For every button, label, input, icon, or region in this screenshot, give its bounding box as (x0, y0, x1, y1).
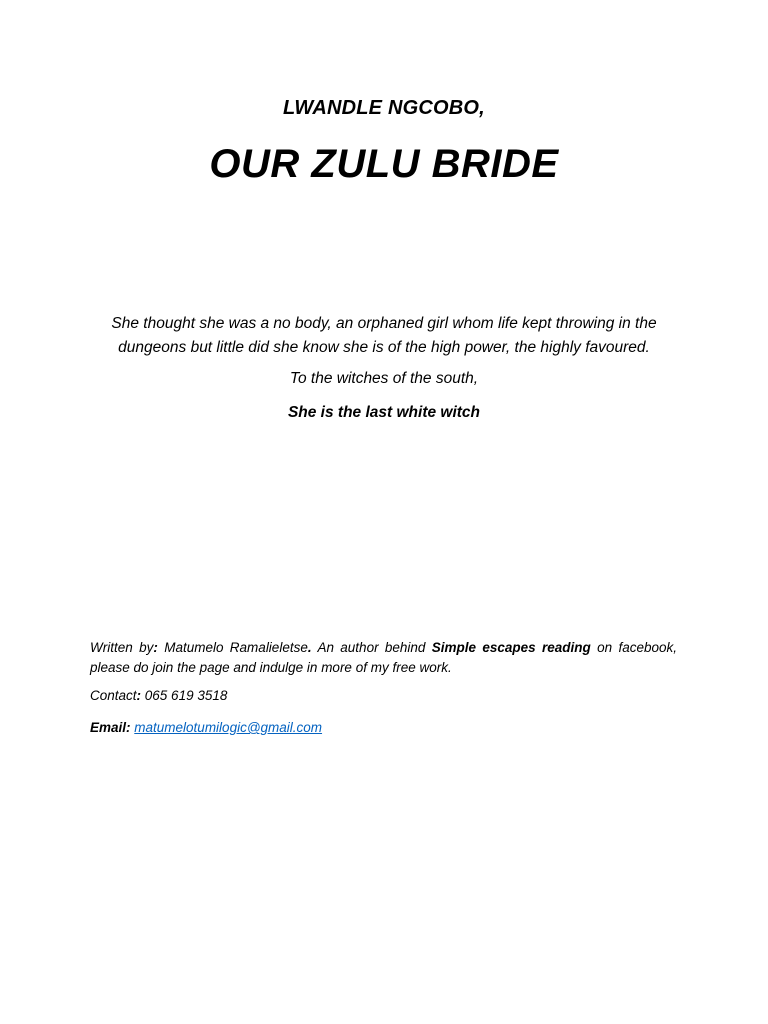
author-name: Matumelo Ramalieletse (157, 640, 308, 655)
facebook-invite-text: on facebook, please do join the page and indulge in more of my free work. (90, 640, 678, 675)
author-behind-text: An author behind (311, 640, 432, 655)
contact-phone: 065 619 3518 (141, 688, 228, 703)
book-title: OUR ZULU BRIDE (209, 142, 559, 186)
facebook-page-name: Simple escapes reading (431, 640, 591, 655)
contact-line (90, 688, 227, 703)
written-by-colon: : (153, 640, 158, 655)
contact-label: Contact (90, 688, 137, 703)
written-by-label: Written by (90, 640, 154, 655)
email-line (90, 720, 322, 735)
contact-colon: : (136, 688, 142, 703)
sentence-period: . (307, 640, 312, 655)
book-blurb: She thought she was a no body, an orphaned girl whom life kept throwing in the dungeons but little did she know she is of the high power, the highly favoured. (111, 315, 657, 356)
tagline: She is the last white witch (287, 404, 481, 421)
dedication-line: To the witches of the south, (289, 370, 479, 387)
email-label: Email: (90, 720, 131, 735)
email-link[interactable]: matumelotumilogic@gmail.com (134, 720, 323, 735)
author-credits (90, 638, 677, 678)
author-heading: LWANDLE NGCOBO, (283, 97, 485, 119)
